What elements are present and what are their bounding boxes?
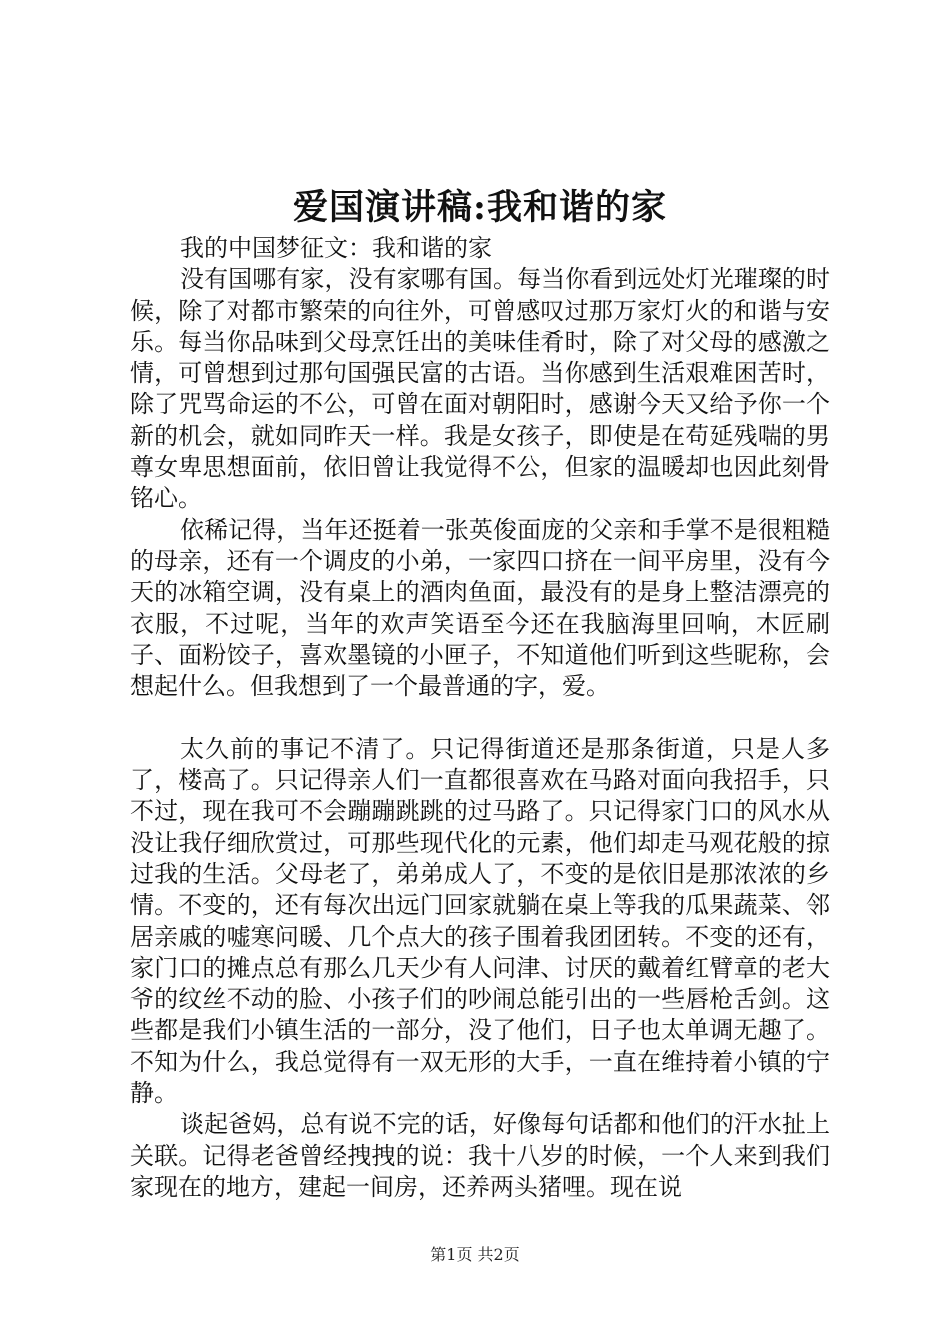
paragraph-1: 没有国哪有家，没有家哪有国。每当你看到远处灯光璀璨的时候，除了对都市繁荣的向往外，可曾感叹过那万家灯火的和谐与安乐。每当你品味到父母烹饪出的美味佳肴时，除了对父母的感激之情，可曾想到过那句国强民富的古语。当你感到生活艰难困苦时，除了咒骂命运的不公，可曾在面对朝阳时，感谢今天又给予你一个新的机会，就如同昨天一样。我是女孩子，即使是在苟延残喘的男尊女卑思想面前，依旧曾让我觉得不公，但家的温暖却也因此刻骨铭心。 — [130, 265, 830, 513]
document-body — [130, 233, 830, 1203]
paragraph-4: 谈起爸妈，总有说不完的话，好像每句话都和他们的汗水扯上关联。记得老爸曾经拽拽的说：我十八岁的时候，一个人来到我们家现在的地方，建起一间房，还养两头猪哩。现在说 — [130, 1110, 830, 1201]
paragraph-2: 依稀记得，当年还挺着一张英俊面庞的父亲和手掌不是很粗糙的母亲，还有一个调皮的小弟，一家四口挤在一间平房里，没有今天的冰箱空调，没有桌上的酒肉鱼面，最没有的是身上整洁漂亮的衣服，不过呢，当年的欢声笑语至今还在我脑海里回响，木匠刷子、面粉饺子，喜欢墨镜的小匣子，不知道他们听到这些昵称，会想起什么。但我想到了一个最普通的字，爱。 — [130, 515, 830, 701]
paragraph-3: 太久前的事记不清了。只记得街道还是那条街道，只是人多了，楼高了。只记得亲人们一直都很喜欢在马路对面向我招手，只不过，现在我可不会蹦蹦跳跳的过马路了。只记得家门口的风水从没让我仔细欣赏过，可那些现代化的元素，他们却走马观花般的掠过我的生活。父母老了，弟弟成人了，不变的是依旧是那浓浓的乡情。不变的，还有每次出远门回家就躺在桌上等我的瓜果蔬菜、邻居亲戚的嘘寒问暖、几个点大的孩子围着我团团转。不变的还有，家门口的摊点总有那么几天少有人问津、讨厌的戴着红臂章的老大爷的纹丝不动的脸、小孩子们的吵闹总能引出的一些唇枪舌剑。这些都是我们小镇生活的一部分，没了他们，日子也太单调无趣了。不知为什么，我总觉得有一双无形的大手，一直在维持着小镇的宁静。 — [130, 734, 830, 1108]
page-footer: 第1页 共2页 — [430, 1245, 520, 1264]
document-title: 爱国演讲稿:我和谐的家 — [293, 187, 667, 228]
paragraph-subtitle: 我的中国梦征文：我和谐的家 — [180, 234, 492, 262]
